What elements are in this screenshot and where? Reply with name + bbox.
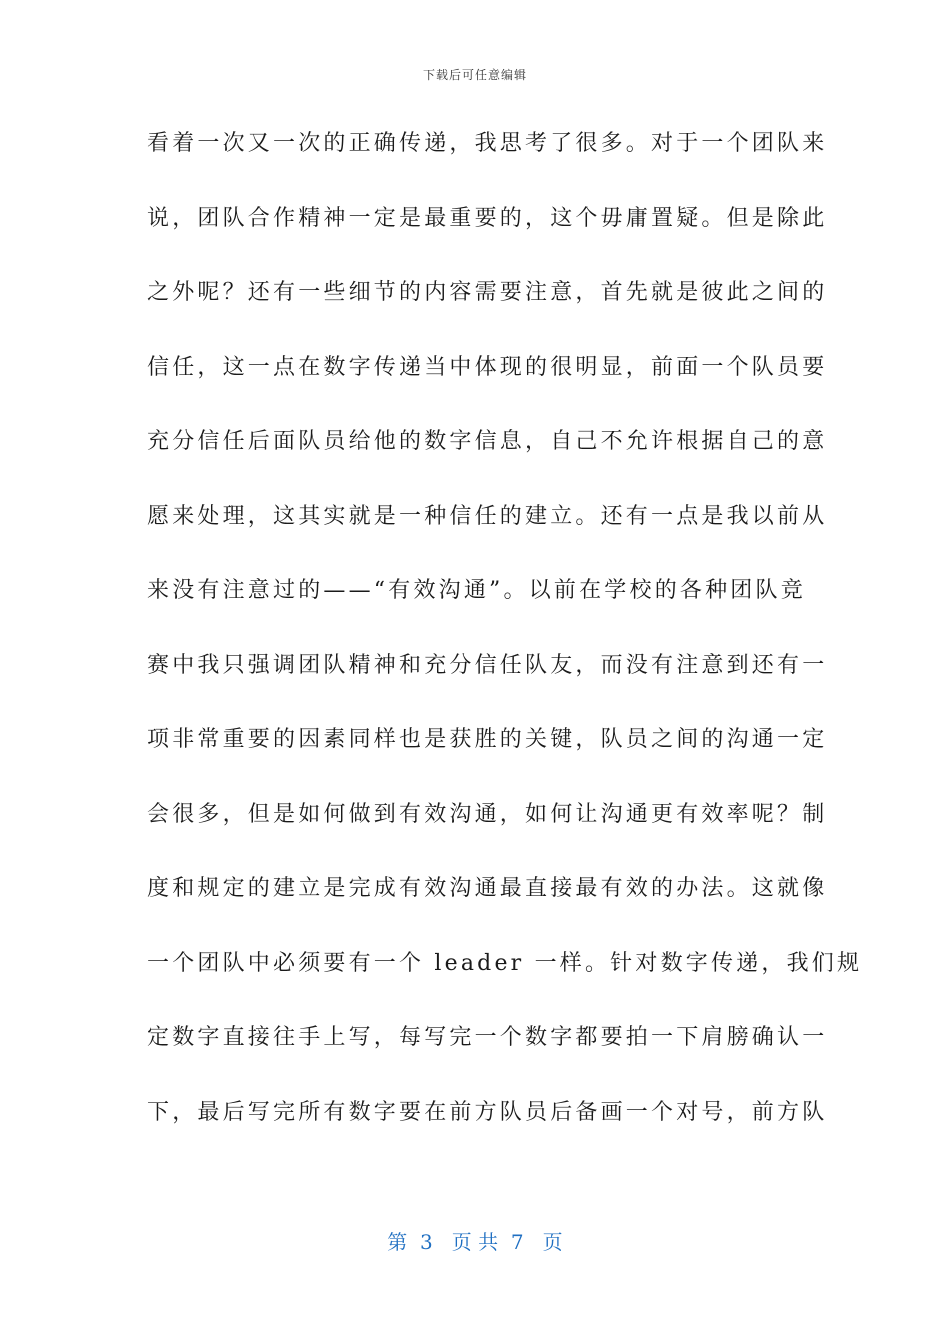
body-line-12: 一个团队中必须要有一个 leader 一样。针对数字传递，我们规 <box>147 950 863 976</box>
body-line-10: 会很多，但是如何做到有效沟通，如何让沟通更有效率呢？制 <box>147 801 828 827</box>
body-line-1: 看着一次又一次的正确传递，我思考了很多。对于一个团队来 <box>147 131 828 156</box>
body-line-7: 来没有注意过的——“有效沟通”。以前在学校的各种团队竞 <box>147 578 806 603</box>
body-line-14: 下，最后写完所有数字要在前方队员后备画一个对号，前方队 <box>147 1099 828 1125</box>
page-footer: 第 3 页 共 7 页 <box>387 1230 563 1254</box>
document-body <box>147 122 863 1165</box>
body-line-4: 信任，这一点在数字传递当中体现的很明显，前面一个队员要 <box>147 354 828 380</box>
page-header: 下载后可任意编辑 <box>422 68 527 82</box>
body-line-2: 说，团队合作精神一定是最重要的，这个毋庸置疑。但是除此 <box>147 205 828 231</box>
body-line-11: 度和规定的建立是完成有效沟通最直接最有效的办法。这就像 <box>147 876 828 901</box>
body-line-9: 项非常重要的因素同样也是获胜的关键，队员之间的沟通一定 <box>147 727 828 752</box>
body-line-3: 之外呢？还有一些细节的内容需要注意，首先就是彼此之间的 <box>147 280 828 305</box>
body-line-13: 定数字直接往手上写，每写完一个数字都要拍一下肩膀确认一 <box>147 1025 828 1050</box>
body-line-5: 充分信任后面队员给他的数字信息，自己不允许根据自己的意 <box>147 429 828 454</box>
body-line-8: 赛中我只强调团队精神和充分信任队友，而没有注意到还有一 <box>147 652 828 678</box>
body-line-6: 愿来处理，这其实就是一种信任的建立。还有一点是我以前从 <box>147 503 828 529</box>
